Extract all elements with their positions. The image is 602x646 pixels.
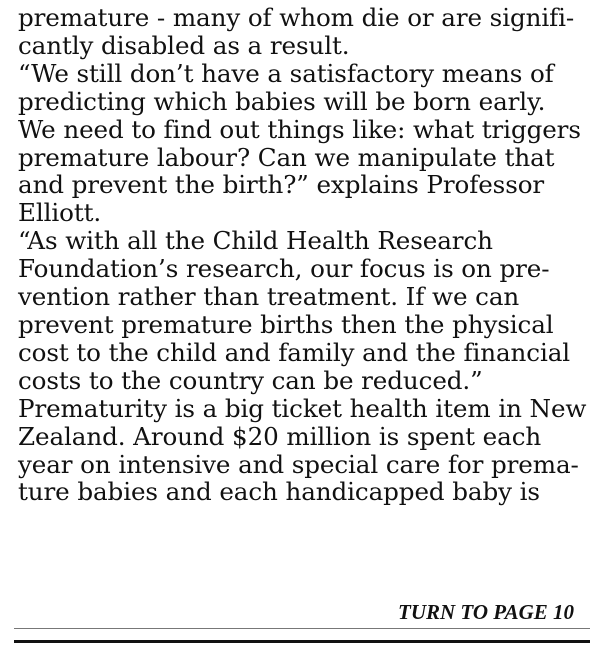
article-body (18, 4, 590, 506)
article-line: costs to the country can be reduced.” (18, 365, 483, 395)
article-line: We need to find out things like: what triggers (18, 114, 581, 144)
article-line: premature labour? Can we manipulate that (18, 142, 555, 172)
article-line: and prevent the birth?” explains Professor (18, 170, 545, 200)
article-line: vention rather than treatment. If we can (18, 282, 520, 312)
divider-rule-thin (14, 628, 590, 629)
article-line: Prematurity is a big ticket health item in New (18, 393, 587, 423)
article-line: “We still don’t have a satisfactory means of (18, 58, 554, 88)
article-line: ture babies and each handicapped baby is (18, 477, 540, 507)
article-line: Elliott. (18, 198, 102, 228)
article-line: premature - many of whom die or are signifi- (18, 3, 575, 32)
article-line: cantly disabled as a result. (18, 30, 350, 60)
divider-rule-thick (14, 640, 590, 643)
article-line: prevent premature births then the physical (18, 309, 554, 339)
article-line: year on intensive and special care for prema- (18, 449, 579, 479)
article-line: “As with all the Child Health Research (18, 226, 493, 256)
continuation-note: TURN TO PAGE 10 (398, 600, 574, 624)
article-line: Zealand. Around $20 million is spent each (18, 421, 542, 451)
article-line: predicting which babies will be born early. (18, 86, 546, 116)
article-line: Foundation’s research, our focus is on pre- (18, 254, 550, 284)
article-line: cost to the child and family and the financial (18, 337, 571, 367)
